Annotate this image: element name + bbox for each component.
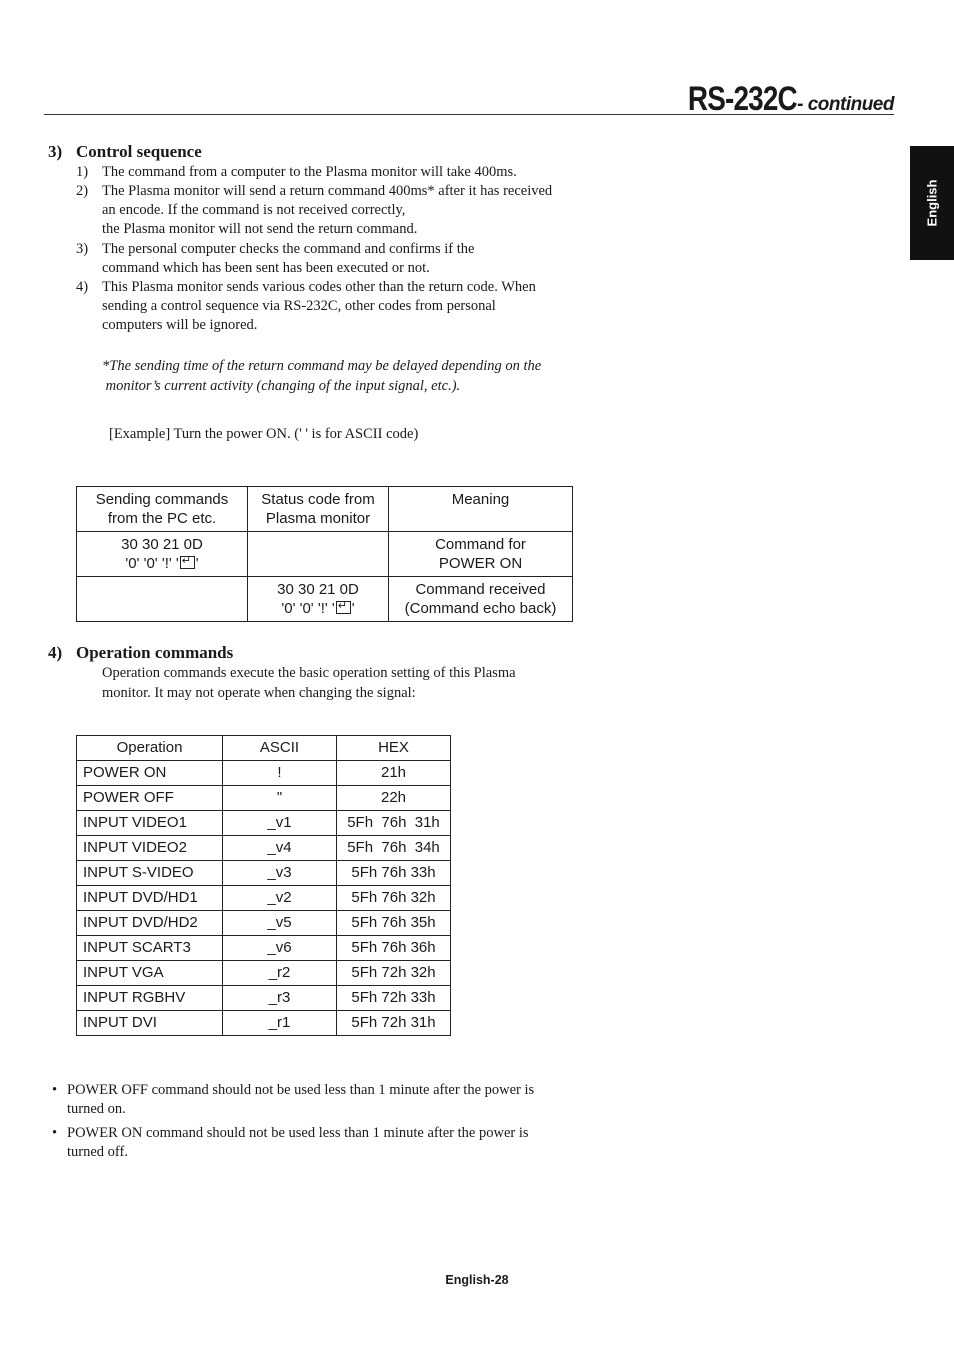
section-heading-operation-commands xyxy=(48,643,233,663)
hex-code: 30 30 21 0D xyxy=(121,536,203,553)
table-cell-send xyxy=(77,532,248,577)
table-header-cell: ASCII xyxy=(223,736,337,761)
hex-cell: 5Fh 76h 35h xyxy=(337,911,451,936)
hex-cell: 22h xyxy=(337,786,451,811)
ascii-close-quote: ' xyxy=(195,555,199,572)
page-title xyxy=(664,80,894,119)
header-line: Status code from xyxy=(261,491,375,508)
operation-cell: INPUT RGBHV xyxy=(77,986,223,1011)
hex-cell: 5Fh 76h 34h xyxy=(337,836,451,861)
header-line: Plasma monitor xyxy=(265,510,371,527)
page-number: English-28 xyxy=(445,1273,509,1287)
section-title: Operation commands xyxy=(76,643,234,662)
table-header-cell: HEX xyxy=(337,736,451,761)
table-row xyxy=(77,1011,451,1036)
operation-cell: INPUT SCART3 xyxy=(77,936,223,961)
ascii-code xyxy=(81,554,243,573)
table-row xyxy=(77,911,451,936)
section-number: 4) xyxy=(48,643,63,662)
hex-cell: 5Fh 72h 33h xyxy=(337,986,451,1011)
list-item-text: sending a control sequence via RS-232C, other codes from personal xyxy=(102,298,496,315)
operation-cell: INPUT DVD/HD2 xyxy=(77,911,223,936)
language-tab-label: English xyxy=(924,179,940,227)
table-row xyxy=(77,986,451,1011)
table-cell-send xyxy=(77,577,248,622)
table-row xyxy=(77,936,451,961)
table-row xyxy=(77,532,573,577)
table-row xyxy=(77,961,451,986)
bullet-icon: • xyxy=(52,1082,58,1098)
ascii-cell: _v5 xyxy=(223,911,337,936)
page-title-subtitle: - continued xyxy=(797,94,894,115)
bullet-text: POWER ON command should not be used less than 1 minute after the power is xyxy=(67,1125,529,1141)
table-row xyxy=(77,886,451,911)
ascii-cell: _v2 xyxy=(223,886,337,911)
table-row xyxy=(77,811,451,836)
example-command-table xyxy=(76,486,573,622)
operation-cell: POWER ON xyxy=(77,761,223,786)
ascii-text: '0' '0' '!' ' xyxy=(125,555,179,572)
list-item-text: computers will be ignored. xyxy=(102,317,258,334)
hex-cell: 5Fh 76h 33h xyxy=(337,861,451,886)
language-tab xyxy=(910,146,954,260)
list-item-number: 4) xyxy=(76,279,89,295)
page-title-main: RS-232C xyxy=(688,80,798,118)
list-item-number: 3) xyxy=(76,241,89,257)
ascii-text: '0' '0' '!' ' xyxy=(281,600,335,617)
meaning-line: POWER ON xyxy=(438,555,523,572)
footnote xyxy=(102,356,541,396)
operation-cell: INPUT VIDEO2 xyxy=(77,836,223,861)
footnote-line: *The sending time of the return command may be delayed depending on the xyxy=(102,358,542,374)
table-header-cell xyxy=(77,487,248,532)
table-cell-status xyxy=(248,577,389,622)
section-title: Control sequence xyxy=(76,142,202,161)
header-line: from the PC etc. xyxy=(107,510,217,527)
footnote-line: monitor’s current activity (changing of the input signal, etc.). xyxy=(102,378,461,394)
ascii-code xyxy=(252,599,384,618)
ascii-cell: ! xyxy=(223,761,337,786)
list-item-text: The command from a computer to the Plasma monitor will take 400ms. xyxy=(102,164,517,180)
table-header-cell xyxy=(248,487,389,532)
ascii-cell: " xyxy=(223,786,337,811)
operation-cell: INPUT VGA xyxy=(77,961,223,986)
table-cell-meaning xyxy=(389,532,573,577)
hex-cell: 5Fh 76h 36h xyxy=(337,936,451,961)
section-heading-control-sequence xyxy=(48,142,202,162)
operation-cell: INPUT DVI xyxy=(77,1011,223,1036)
table-row xyxy=(77,761,451,786)
operation-cell: INPUT S-VIDEO xyxy=(77,861,223,886)
ascii-cell: _v1 xyxy=(223,811,337,836)
meaning-line: Command for xyxy=(435,536,526,553)
example-caption: [Example] Turn the power ON. (' ' is for ASCII code) xyxy=(109,426,419,442)
header-line: Meaning xyxy=(451,491,510,508)
table-header-cell xyxy=(389,487,573,532)
list-item-text: an encode. If the command is not received correctly, xyxy=(102,202,406,219)
table-header-row xyxy=(77,487,573,532)
section-intro-line: Operation commands execute the basic operation setting of this Plasma xyxy=(102,665,516,681)
ascii-cell: _v3 xyxy=(223,861,337,886)
enter-key-icon xyxy=(336,601,351,614)
operation-commands-table xyxy=(76,735,451,1036)
header-line: Sending commands xyxy=(95,491,229,508)
hex-cell: 5Fh 76h 32h xyxy=(337,886,451,911)
list-item-text: command which has been sent has been executed or not. xyxy=(102,260,430,277)
ascii-cell: _r1 xyxy=(223,1011,337,1036)
hex-code: 30 30 21 0D xyxy=(277,581,359,598)
table-row xyxy=(77,577,573,622)
ascii-cell: _v6 xyxy=(223,936,337,961)
table-header-row xyxy=(77,736,451,761)
table-cell-status xyxy=(248,532,389,577)
list-item-number: 2) xyxy=(76,183,89,199)
ascii-cell: _v4 xyxy=(223,836,337,861)
operation-cell: POWER OFF xyxy=(77,786,223,811)
section-intro-line: monitor. It may not operate when changing the signal: xyxy=(102,685,416,701)
hex-cell: 5Fh 76h 31h xyxy=(337,811,451,836)
list-item-text: The personal computer checks the command and confirms if the xyxy=(102,241,475,257)
hex-cell: 5Fh 72h 31h xyxy=(337,1011,451,1036)
list-item-number: 1) xyxy=(76,164,89,180)
list-item-text: the Plasma monitor will not send the return command. xyxy=(102,221,418,238)
table-header-cell: Operation xyxy=(77,736,223,761)
bullet-text: turned off. xyxy=(67,1144,128,1161)
enter-key-icon xyxy=(180,556,195,569)
table-row xyxy=(77,836,451,861)
ascii-cell: _r2 xyxy=(223,961,337,986)
table-row xyxy=(77,861,451,886)
list-item-text: This Plasma monitor sends various codes other than the return code. When xyxy=(102,279,536,295)
table-cell-meaning xyxy=(389,577,573,622)
table-row xyxy=(77,786,451,811)
table-body xyxy=(77,761,451,1036)
operation-cell: INPUT DVD/HD1 xyxy=(77,886,223,911)
meaning-line: (Command echo back) xyxy=(404,600,557,617)
operation-cell: INPUT VIDEO1 xyxy=(77,811,223,836)
section-number: 3) xyxy=(48,142,63,161)
bullet-text: turned on. xyxy=(67,1101,126,1118)
bullet-icon: • xyxy=(52,1125,58,1141)
hex-cell: 21h xyxy=(337,761,451,786)
list-item-text: The Plasma monitor will send a return command 400ms* after it has received xyxy=(102,183,553,199)
bullet-text: POWER OFF command should not be used less than 1 minute after the power is xyxy=(67,1082,535,1098)
hex-cell: 5Fh 72h 32h xyxy=(337,961,451,986)
meaning-line: Command received xyxy=(415,581,546,598)
ascii-cell: _r3 xyxy=(223,986,337,1011)
ascii-close-quote: ' xyxy=(351,600,355,617)
